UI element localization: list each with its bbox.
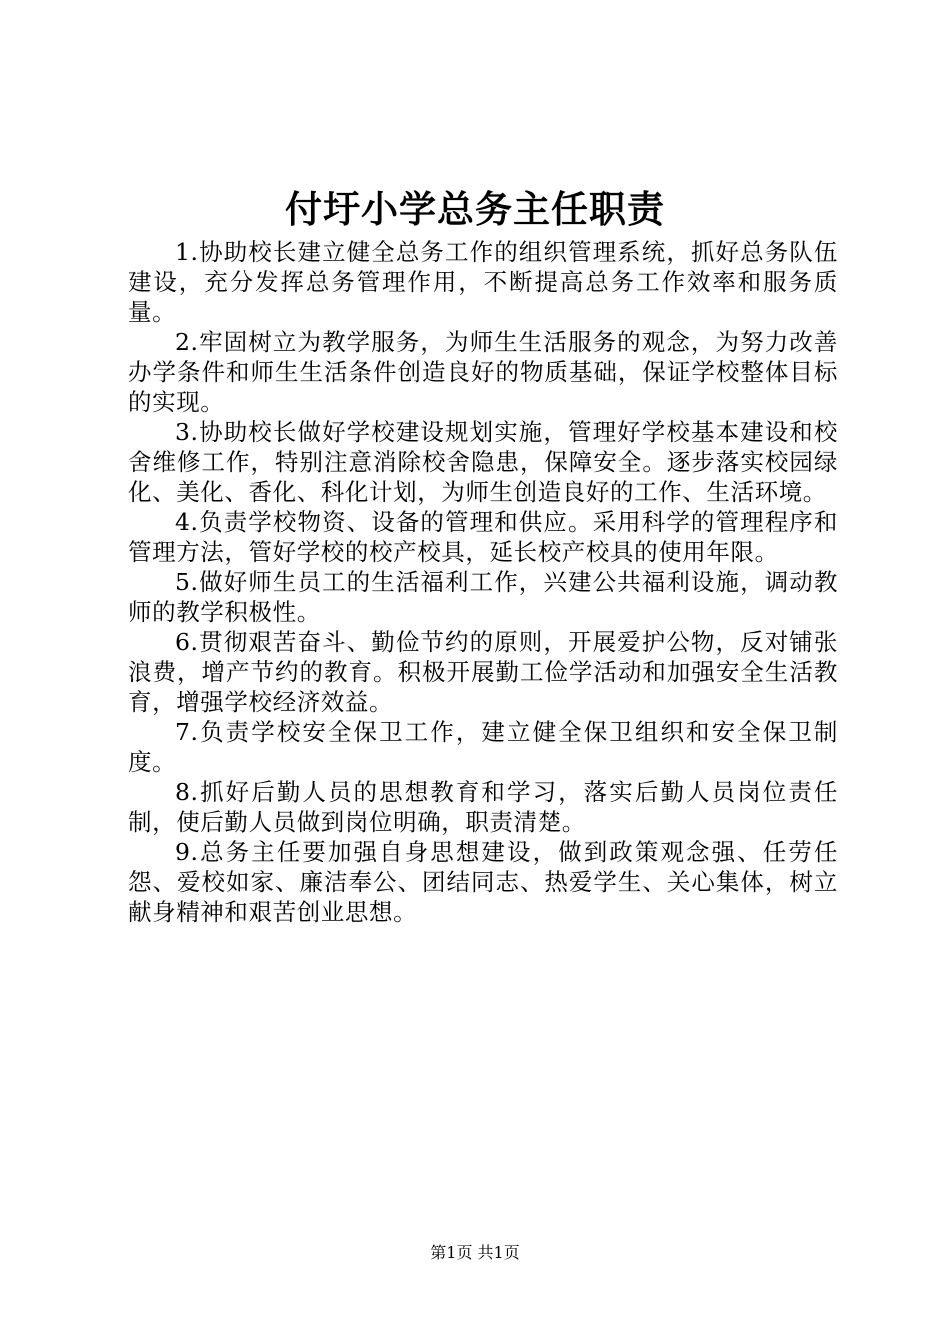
- duty-item-9: 9.总务主任要加强自身思想建设，做到政策观念强、任劳任怨、爱校如家、廉洁奉公、团结同志、热爱学生、关心集体，树立献身精神和艰苦创业思想。: [128, 838, 838, 926]
- page-footer: 第1页 共1页: [430, 1243, 520, 1262]
- duty-item-3: 3.协助校长做好学校建设规划实施，管理好学校基本建设和校舍维修工作，特别注意消除校舍隐患，保障安全。逐步落实校园绿化、美化、香化、科化计划，为师生创造良好的工作、生活环境。: [128, 418, 838, 506]
- duty-item-8: 8.抓好后勤人员的思想教育和学习，落实后勤人员岗位责任制，使后勤人员做到岗位明确，职责清楚。: [128, 778, 838, 836]
- duty-item-1: 1.协助校长建立健全总务工作的组织管理系统，抓好总务队伍建设，充分发挥总务管理作用，不断提高总务工作效率和服务质量。: [128, 238, 838, 326]
- duty-item-5: 5.做好师生员工的生活福利工作，兴建公共福利设施，调动教师的教学积极性。: [128, 568, 838, 626]
- duty-item-7: 7.负责学校安全保卫工作，建立健全保卫组织和安全保卫制度。: [128, 718, 838, 776]
- duty-item-6: 6.贯彻艰苦奋斗、勤俭节约的原则，开展爱护公物，反对铺张浪费，增产节约的教育。积极开展勤工俭学活动和加强安全生活教育，增强学校经济效益。: [128, 628, 838, 716]
- document-title: 付圩小学总务主任职责: [285, 187, 665, 231]
- duty-item-4: 4.负责学校物资、设备的管理和供应。采用科学的管理程序和管理方法，管好学校的校产校具，延长校产校具的使用年限。: [128, 508, 838, 566]
- document-body: [128, 237, 838, 927]
- duty-item-2: 2.牢固树立为教学服务，为师生生活服务的观念，为努力改善办学条件和师生生活条件创造良好的物质基础，保证学校整体目标的实现。: [128, 328, 838, 416]
